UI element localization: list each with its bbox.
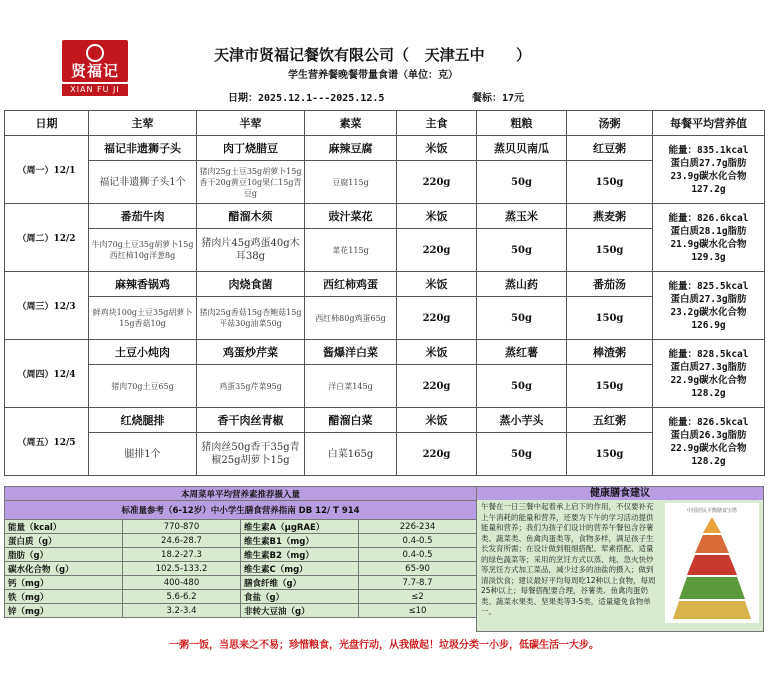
nutrient-name: 维生素C（mg） bbox=[241, 562, 359, 576]
staple-dish: 米饭 bbox=[397, 340, 477, 365]
nutrient-range: 24.6-28.7 bbox=[123, 534, 241, 548]
nutrient-range: 770-870 bbox=[123, 520, 241, 534]
nutrient-name: 非转大豆油（g） bbox=[241, 604, 359, 618]
half-meat-ingredients: 猪肉25g土豆35g胡萝卜15g香干20g黄豆10g果仁15g青豆g bbox=[197, 161, 305, 204]
nutrient-range: 18.2-27.3 bbox=[123, 548, 241, 562]
half-meat-dish: 肉烧食菌 bbox=[197, 272, 305, 297]
vegetable-ingredients: 白菜165g bbox=[305, 433, 397, 476]
coarse-grain-dish: 蒸玉米 bbox=[477, 204, 567, 229]
half-meat-ingredients: 猪肉丝50g香干35g青椒25g胡萝卜15g bbox=[197, 433, 305, 476]
soup-amount: 150g bbox=[567, 365, 653, 408]
table-row bbox=[5, 548, 477, 562]
nutrition-line: 22.9g碳水化合物 bbox=[670, 374, 747, 386]
col-header-main-meat: 主荤 bbox=[89, 111, 197, 136]
nutrient-range: 3.2-3.4 bbox=[123, 604, 241, 618]
logo-english-name: XIAN FU JI bbox=[62, 84, 128, 96]
soup-amount: 150g bbox=[567, 433, 653, 476]
nutrition-line: 22.9g碳水化合物 bbox=[670, 442, 747, 454]
nutrient-name: 脂肪（g） bbox=[5, 548, 123, 562]
day-row bbox=[5, 136, 765, 161]
day-row bbox=[5, 204, 765, 229]
nutrient-range: 400-480 bbox=[123, 576, 241, 590]
soup-dish: 红豆粥 bbox=[567, 136, 653, 161]
half-meat-dish: 醋溜木须 bbox=[197, 204, 305, 229]
company-title: 天津市贤福记餐饮有限公司（ 天津五中 ） bbox=[214, 46, 532, 64]
nutrient-name: 锌（mg） bbox=[5, 604, 123, 618]
main-meat-ingredients: 腿排1个 bbox=[89, 433, 197, 476]
col-header-half-meat: 半荤 bbox=[197, 111, 305, 136]
nutrient-range: ≤2 bbox=[359, 590, 477, 604]
ingredient-row bbox=[5, 229, 765, 272]
date-range: 日期：2025.12.1---2025.12.5 bbox=[228, 93, 385, 104]
staple-amount: 220g bbox=[397, 297, 477, 340]
nutrient-name: 维生素B2（mg） bbox=[241, 548, 359, 562]
standard-reference-row bbox=[5, 501, 477, 520]
ingredient-row bbox=[5, 365, 765, 408]
health-advice-text: 午餐在一日三餐中起着承上启下的作用，不仅要补充上午消耗的能量和营养，还要为下午的学习活动提供能量和营养；我们为孩子们设计的营养午餐包含谷薯类、蔬菜类、鱼禽肉蛋类等，食物多样，满足孩子生长发育所需；在设计做到粗细搭配、荤素搭配、适量的绿色蔬菜等；采用的烹饪方式以蒸、炖、急火快炒等烹饪方式加工菜品，减少过多的油盐的摄入；做到清淡饮食；建议最好平均每周吃12种以上食物，每周25种以上；每餐搭配要合理，谷薯类、鱼禽肉蛋奶类、蔬菜水果类、坚果类等3-5类，适量避免食物单一。 bbox=[481, 502, 656, 616]
nutrient-standard-table bbox=[4, 486, 477, 618]
nutrient-range: 0.4-0.5 bbox=[359, 534, 477, 548]
ingredient-row bbox=[5, 161, 765, 204]
table-row bbox=[5, 562, 477, 576]
nutrition-summary bbox=[653, 136, 765, 204]
table-row bbox=[5, 590, 477, 604]
day-row bbox=[5, 408, 765, 433]
nutrient-range: 102.5-133.2 bbox=[123, 562, 241, 576]
weekly-menu-table bbox=[4, 110, 765, 476]
nutrition-summary bbox=[653, 340, 765, 408]
day-label: （周五）12/5 bbox=[5, 408, 89, 476]
nutrition-line: 129.3g bbox=[691, 251, 726, 263]
nutrient-name: 食盐（g） bbox=[241, 590, 359, 604]
vegetable-ingredients: 豆腐115g bbox=[305, 161, 397, 204]
staple-dish: 米饭 bbox=[397, 136, 477, 161]
nutrition-line: 128.2g bbox=[691, 387, 726, 399]
nutrient-name: 蛋白质（g） bbox=[5, 534, 123, 548]
main-meat-dish: 番茄牛肉 bbox=[89, 204, 197, 229]
nutrient-range: 5.6-6.2 bbox=[123, 590, 241, 604]
half-meat-dish: 肉丁烧腊豆 bbox=[197, 136, 305, 161]
coarse-grain-amount: 50g bbox=[477, 365, 567, 408]
main-meat-dish: 麻辣香锅鸡 bbox=[89, 272, 197, 297]
half-meat-dish: 香干肉丝青椒 bbox=[197, 408, 305, 433]
vegetable-ingredients: 洋白菜145g bbox=[305, 365, 397, 408]
nutrient-name: 维生素A（μgRAE） bbox=[241, 520, 359, 534]
nutrition-summary bbox=[653, 204, 765, 272]
half-meat-ingredients: 猪肉25g香菇15g杏鲍菇15g平菇30g油菜50g bbox=[197, 297, 305, 340]
staple-amount: 220g bbox=[397, 161, 477, 204]
table-row bbox=[5, 576, 477, 590]
brand-logo bbox=[62, 40, 128, 102]
staple-amount: 220g bbox=[397, 433, 477, 476]
main-meat-ingredients: 鲜鸡块100g土豆35g胡萝卜15g香菇10g bbox=[89, 297, 197, 340]
coarse-grain-dish: 蒸山药 bbox=[477, 272, 567, 297]
nutrition-line: 蛋白质27.3g脂肪 bbox=[670, 293, 747, 305]
main-meat-dish: 红烧腿排 bbox=[89, 408, 197, 433]
main-meat-ingredients: 牛肉70g土豆35g胡萝卜15g西红柿10g洋葱8g bbox=[89, 229, 197, 272]
food-pyramid-icon bbox=[665, 503, 759, 623]
logo-chinese-name: 贤福记 bbox=[70, 62, 119, 80]
half-meat-ingredients: 鸡蛋35g芹菜95g bbox=[197, 365, 305, 408]
nutrition-line: 能量：828.5kcal bbox=[668, 348, 749, 360]
food-pyramid-image bbox=[665, 503, 759, 623]
col-header-nutrition: 每餐平均营养值 bbox=[653, 111, 765, 136]
vegetable-dish: 豉汁菜花 bbox=[305, 204, 397, 229]
vegetable-ingredients: 西红柿80g鸡蛋65g bbox=[305, 297, 397, 340]
staple-dish: 米饭 bbox=[397, 204, 477, 229]
nutrition-line: 126.9g bbox=[691, 319, 726, 331]
coarse-grain-dish: 蒸红薯 bbox=[477, 340, 567, 365]
staple-amount: 220g bbox=[397, 229, 477, 272]
nutrient-name: 膳食纤维（g） bbox=[241, 576, 359, 590]
nutrient-name: 碳水化合物（g） bbox=[5, 562, 123, 576]
health-advice-panel bbox=[476, 486, 764, 632]
vegetable-dish: 西红柿鸡蛋 bbox=[305, 272, 397, 297]
soup-amount: 150g bbox=[567, 229, 653, 272]
soup-amount: 150g bbox=[567, 297, 653, 340]
vegetable-dish: 麻辣豆腐 bbox=[305, 136, 397, 161]
nutrition-summary bbox=[653, 272, 765, 340]
half-meat-dish: 鸡蛋炒芹菜 bbox=[197, 340, 305, 365]
soup-dish: 五红粥 bbox=[567, 408, 653, 433]
nutrition-line: 蛋白质26.3g脂肪 bbox=[670, 429, 747, 441]
nutrition-line: 127.2g bbox=[691, 183, 726, 195]
standard-title: 本周菜单平均营养素推荐摄入量 bbox=[5, 487, 477, 501]
coarse-grain-dish: 蒸贝贝南瓜 bbox=[477, 136, 567, 161]
col-header-date: 日期 bbox=[5, 111, 89, 136]
table-row bbox=[5, 534, 477, 548]
coarse-grain-dish: 蒸小芋头 bbox=[477, 408, 567, 433]
standard-reference: 标准量参考（6-12岁）中小学生膳食营养指南 DB 12/ T 914 bbox=[5, 501, 477, 520]
half-meat-ingredients: 猪肉片45g鸡蛋40g木耳38g bbox=[197, 229, 305, 272]
nutrition-line: 能量：835.1kcal bbox=[668, 144, 749, 156]
coarse-grain-amount: 50g bbox=[477, 161, 567, 204]
nutrition-summary bbox=[653, 408, 765, 476]
day-label: （周一）12/1 bbox=[5, 136, 89, 204]
standard-title-row bbox=[5, 487, 477, 501]
logo-emblem-icon bbox=[86, 44, 104, 62]
nutrition-line: 能量：825.5kcal bbox=[668, 280, 749, 292]
nutrient-name: 铁（mg） bbox=[5, 590, 123, 604]
logo-badge bbox=[62, 40, 128, 82]
coarse-grain-amount: 50g bbox=[477, 297, 567, 340]
bottom-section bbox=[4, 486, 764, 632]
nutrient-name: 维生素B1（mg） bbox=[241, 534, 359, 548]
nutrition-line: 21.9g碳水化合物 bbox=[670, 238, 747, 250]
main-meat-dish: 土豆小炖肉 bbox=[89, 340, 197, 365]
nutrition-line: 蛋白质27.3g脂肪 bbox=[670, 361, 747, 373]
nutrient-range: 0.4-0.5 bbox=[359, 548, 477, 562]
table-row bbox=[5, 520, 477, 534]
ingredient-row bbox=[5, 433, 765, 476]
soup-dish: 番茄汤 bbox=[567, 272, 653, 297]
col-header-vegetable: 素菜 bbox=[305, 111, 397, 136]
nutrient-name: 钙（mg） bbox=[5, 576, 123, 590]
day-label: （周三）12/3 bbox=[5, 272, 89, 340]
health-advice-title: 健康膳食建议 bbox=[477, 487, 763, 500]
nutrition-line: 23.9g碳水化合物 bbox=[670, 170, 747, 182]
nutrient-range: ≤10 bbox=[359, 604, 477, 618]
main-meat-ingredients: 福记非遗狮子头1个 bbox=[89, 161, 197, 204]
table-row bbox=[5, 604, 477, 618]
vegetable-ingredients: 菜花115g bbox=[305, 229, 397, 272]
col-header-coarse-grain: 粗粮 bbox=[477, 111, 567, 136]
day-label: （周二）12/2 bbox=[5, 204, 89, 272]
nutrition-line: 蛋白质28.1g脂肪 bbox=[670, 225, 747, 237]
main-meat-dish: 福记非遗狮子头 bbox=[89, 136, 197, 161]
menu-subtitle: 学生营养餐晚餐带量食谱（单位：克） bbox=[288, 70, 458, 81]
nutrient-name: 能量（kcal） bbox=[5, 520, 123, 534]
footer-slogan: 一粥一饭，当思来之不易；珍惜粮食，光盘行动，从我做起！垃圾分类一小步，低碳生活一大步。 bbox=[169, 640, 599, 651]
meal-fee: 餐标：17元 bbox=[472, 93, 525, 104]
day-label: （周四）12/4 bbox=[5, 340, 89, 408]
day-row bbox=[5, 340, 765, 365]
soup-dish: 燕麦粥 bbox=[567, 204, 653, 229]
staple-dish: 米饭 bbox=[397, 272, 477, 297]
table-header-row bbox=[5, 111, 765, 136]
coarse-grain-amount: 50g bbox=[477, 433, 567, 476]
nutrition-line: 128.2g bbox=[691, 455, 726, 467]
nutrition-line: 能量：826.6kcal bbox=[668, 212, 749, 224]
nutrition-line: 23.2g碳水化合物 bbox=[670, 306, 747, 318]
nutrition-line: 能量：826.5kcal bbox=[668, 416, 749, 428]
staple-amount: 220g bbox=[397, 365, 477, 408]
nutrient-range: 226-234 bbox=[359, 520, 477, 534]
nutrient-range: 7.7-8.7 bbox=[359, 576, 477, 590]
day-row bbox=[5, 272, 765, 297]
soup-amount: 150g bbox=[567, 161, 653, 204]
nutrition-line: 蛋白质27.7g脂肪 bbox=[670, 157, 747, 169]
col-header-soup: 汤粥 bbox=[567, 111, 653, 136]
staple-dish: 米饭 bbox=[397, 408, 477, 433]
col-header-staple: 主食 bbox=[397, 111, 477, 136]
ingredient-row bbox=[5, 297, 765, 340]
vegetable-dish: 酱爆洋白菜 bbox=[305, 340, 397, 365]
vegetable-dish: 醋溜白菜 bbox=[305, 408, 397, 433]
pyramid-caption: 中国居民平衡膳食宝塔 bbox=[686, 508, 737, 514]
nutrient-range: 65-90 bbox=[359, 562, 477, 576]
soup-dish: 棒渣粥 bbox=[567, 340, 653, 365]
main-meat-ingredients: 猪肉70g土豆65g bbox=[89, 365, 197, 408]
coarse-grain-amount: 50g bbox=[477, 229, 567, 272]
